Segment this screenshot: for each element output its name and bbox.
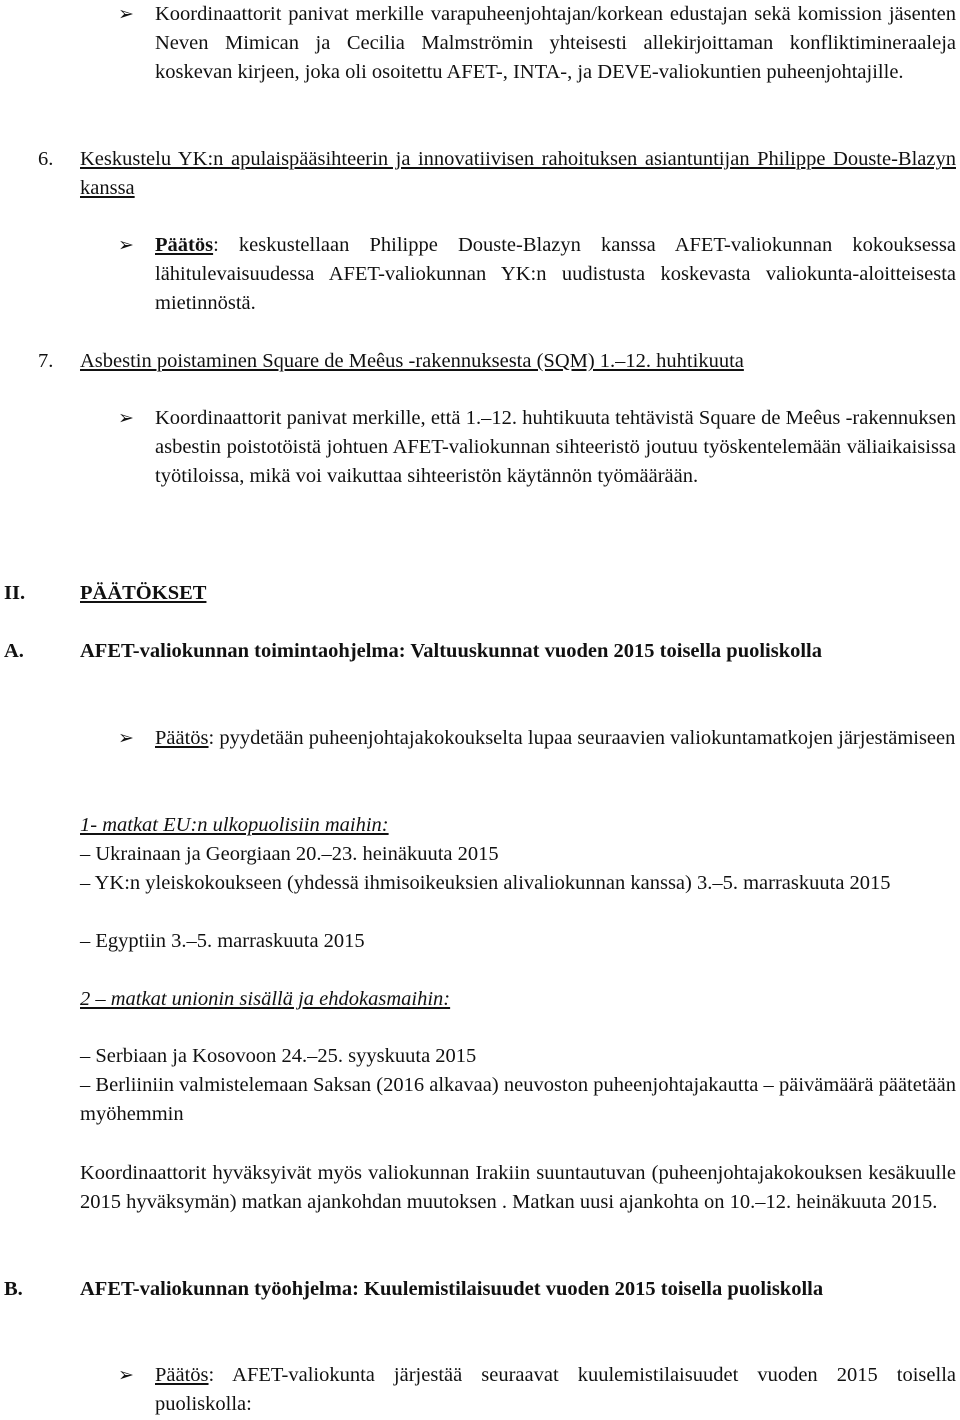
item6-decision-text: : keskustellaan Philippe Douste-Blazyn kanssa AFET-valiokunnan kokouksessa lähitulevaisuudessa AFET-valiokunnan YK:n uudistusta koskevasta valiokunta-aloitteisesta mietinnöstä. (155, 234, 956, 314)
decision-label: Päätös (155, 234, 214, 256)
coord-iraq-text: Koordinaattorit hyväksyivät myös valiokunnan Irakiin suuntautuvan (puheenjohtajakokouksen kesäkuulle 2015 hyväksymän) matkan ajankohdan muutoksen . Matkan uusi ajankohta on 10.–12. heinäkuuta 2015. (80, 1162, 956, 1213)
item7-title: Asbestin poistaminen Square de Meêus -rakennuksesta (SQM) 1.–12. huhtikuuta (80, 350, 744, 372)
arrow-bullet-icon: ➢ (118, 234, 134, 256)
item7-text: Koordinaattorit panivat merkille, että 1.–12. huhtikuuta tehtävistä Square de Meêus -rakennuksen asbestin poistotöistä johtuen AFET-valiokunnan sihteeristö joutuu työskentelemään väliaikaisissa työtiloissa, mikä voi vaikuttaa sihteeristön käytännön työmäärään. (155, 407, 956, 487)
item6-title: Keskustelu YK:n apulaispääsihteerin ja innovatiivisen rahoituksen asiantuntijan Philippe Douste-Blazyn kanssa (80, 148, 956, 199)
list2-heading: 2 – matkat unionin sisällä ja ehdokasmaihin: (80, 988, 451, 1010)
list1-item: – Egyptiin 3.–5. marraskuuta 2015 (80, 930, 365, 952)
bullet-sectionA-decision (118, 724, 956, 753)
bullet-coord-letter (118, 0, 956, 87)
section2-title: PÄÄTÖKSET (80, 582, 207, 604)
list2-item: – Serbiaan ja Kosovoon 24.–25. syyskuuta 2015 (80, 1045, 477, 1067)
sectionB-title: AFET-valiokunnan työohjelma: Kuulemistilaisuudet vuoden 2015 toisella puoliskolla (80, 1278, 824, 1300)
decision-label: Päätös (155, 1364, 209, 1386)
list2-item: – Berliiniin valmistelemaan Saksan (2016 alkavaa) neuvoston puheenjohtajakautta – päivämäärä päätetään myöhemmin (80, 1074, 956, 1125)
list1-heading: 1- matkat EU:n ulkopuolisiin maihin: (80, 814, 389, 836)
list1-item: – YK:n yleiskokoukseen (yhdessä ihmisoikeuksien alivaliokunnan kanssa) 3.–5. marraskuuta 2015 (80, 872, 891, 894)
arrow-bullet-icon: ➢ (118, 1364, 134, 1386)
item6-number: 6. (38, 148, 54, 170)
section2-number: II. (4, 582, 26, 604)
sectionB-number: B. (4, 1278, 23, 1300)
bullet-item7 (118, 404, 956, 491)
coord-letter-text: Koordinaattorit panivat merkille varapuheenjohtajan/korkean edustajan sekä komission jäsenten Neven Mimican ja Cecilia Malmströmin yhteisesti allekirjoittaman konfliktimineraaleja koskevan kirjeen, joka oli osoitettu AFET-, INTA-, ja DEVE-valiokuntien puheenjohtajille. (155, 3, 956, 83)
list1-item: – Ukrainaan ja Georgiaan 20.–23. heinäkuuta 2015 (80, 843, 499, 865)
arrow-bullet-icon: ➢ (118, 727, 134, 749)
item7-number: 7. (38, 350, 54, 372)
bullet-sectionB-decision (118, 1361, 956, 1419)
sectionA-decision-text: : pyydetään puheenjohtajakokoukselta lupaa seuraavien valiokuntamatkojen järjestämiseen (208, 727, 956, 749)
sectionB-decision-text: : AFET-valiokunta järjestää seuraavat kuulemistilaisuudet vuoden 2015 toisella puoliskolla: (155, 1364, 956, 1415)
sectionA-title: AFET-valiokunnan toimintaohjelma: Valtuuskunnat vuoden 2015 toisella puoliskolla (80, 640, 823, 662)
decision-label: Päätös (155, 727, 209, 749)
arrow-bullet-icon: ➢ (118, 3, 134, 25)
sectionA-number: A. (4, 640, 24, 662)
bullet-item6-decision (118, 231, 956, 318)
arrow-bullet-icon: ➢ (118, 407, 134, 429)
